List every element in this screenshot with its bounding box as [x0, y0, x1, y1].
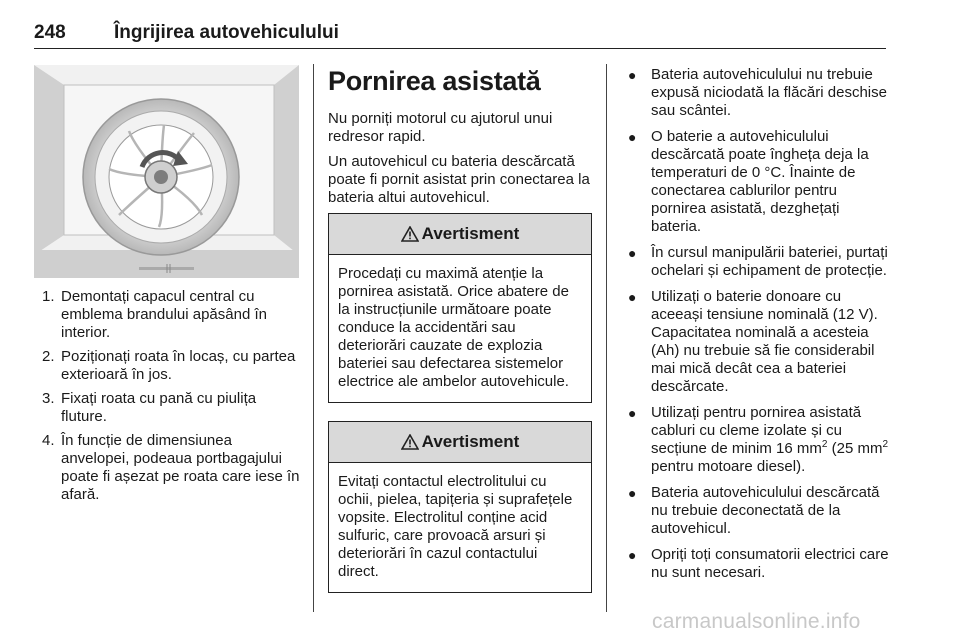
bullet-text	[651, 404, 888, 475]
list-item	[34, 288, 302, 342]
column-divider-2	[606, 64, 607, 612]
bullet-icon: ●	[628, 405, 637, 421]
step-text: Poziționați roata în locaș, cu partea exterioară în jos.	[61, 348, 296, 383]
superscript: 2	[882, 439, 889, 450]
list-item	[622, 244, 892, 280]
watermark: carmanualsonline.info	[652, 610, 861, 633]
bullet-text: O baterie a autovehiculului descărcată poate îngheța deja la temperaturi de 0 °C. Înainte de conectarea cablurilor pentru pornirea asistată, dezghețați bateria.	[651, 128, 869, 235]
list-item	[622, 484, 892, 538]
warning-box-1	[328, 213, 592, 403]
step-number: 1.	[42, 288, 55, 305]
page-number: 248	[34, 22, 66, 43]
list-item	[622, 66, 892, 120]
spare-wheel-in-trunk-well-icon	[34, 65, 299, 278]
list-item	[622, 404, 892, 476]
warning-text: Evitați contactul electrolitului cu ochii, pielea, tapițeria și suprafețele vopsite. Electrolitul conține acid sulfuric, care provoacă arsuri și deteriorări în cazul contactului direct.	[338, 473, 573, 580]
step-number: 4.	[42, 432, 55, 449]
bullet-text: Utilizați o baterie donoare cu aceeași tensiune nominală (12 V). Capacitatea nominală a acesteia (Ah) nu trebuie să fie considerabil mai mică decât cea a bateriei descărcate.	[651, 288, 878, 395]
step-text: Fixați roata cu pană cu piulița fluture.	[61, 390, 257, 425]
page-header	[34, 8, 886, 48]
bullet-text: Opriți toți consumatorii electrici care nu sunt necesari.	[651, 546, 889, 581]
cable-text-part: Utilizați pentru pornirea asistată cabluri cu cleme izolate și cu secțiune de minim 16 mm	[651, 404, 862, 457]
warning-title: Avertisment	[421, 224, 520, 243]
steps-list	[34, 288, 302, 510]
bullet-text: Bateria autovehiculului nu trebuie expusă niciodată la flăcări deschise sau scântei.	[651, 66, 887, 119]
warning-box-2	[328, 421, 592, 593]
running-title: Îngrijirea autovehiculului	[114, 22, 339, 43]
bullet-text: În cursul manipulării bateriei, purtați ochelari și echipament de protecție.	[651, 244, 888, 279]
warning-triangle-icon	[401, 226, 419, 242]
step-number: 3.	[42, 390, 55, 407]
step-text: Demontați capacul central cu emblema brandului apăsând în interior.	[61, 288, 267, 341]
warning-header	[329, 214, 591, 255]
list-item	[34, 390, 302, 426]
bullet-list	[622, 66, 892, 590]
bullet-icon: ●	[628, 129, 637, 145]
step-number: 2.	[42, 348, 55, 365]
bullet-icon: ●	[628, 245, 637, 261]
superscript: 2	[821, 439, 828, 450]
warning-text: Procedați cu maximă atenție la pornirea asistată. Orice abatere de la instrucțiunile următoare poate conduce la accidentări sau deteriorări cauzate de explozia bateriei sau defectarea sistemelor electrice ale ambelor autovehicule.	[338, 265, 569, 390]
intro-paragraph-1: Nu porniți motorul cu ajutorul unui redresor rapid.	[328, 110, 553, 145]
list-item	[622, 288, 892, 396]
warning-triangle-icon	[401, 434, 419, 450]
cable-text-part: (25 mm	[827, 440, 883, 457]
list-item	[34, 348, 302, 384]
jump-start-section	[328, 64, 592, 214]
warning-header	[329, 422, 591, 463]
section-title: Pornirea asistată	[328, 66, 541, 96]
step-text: În funcție de dimensiunea anvelopei, podeaua portbagajului poate fi așezat pe roata care iese în afară.	[61, 432, 300, 503]
bullet-icon: ●	[628, 289, 637, 305]
bullet-icon: ●	[628, 485, 637, 501]
warning-title: Avertisment	[421, 432, 520, 451]
cable-text-part: pentru motoare diesel).	[651, 458, 806, 475]
bullet-text: Bateria autovehiculului descărcată nu trebuie deconectată de la autovehicul.	[651, 484, 880, 537]
list-item	[622, 546, 892, 582]
spare-wheel-figure	[34, 65, 299, 278]
bullet-icon: ●	[628, 67, 637, 83]
header-rule	[34, 48, 886, 49]
column-divider-1	[313, 64, 314, 612]
intro-paragraph-2: Un autovehicul cu bateria descărcată poate fi pornit asistat prin conectarea la bateria altui autovehicul.	[328, 153, 590, 206]
list-item	[622, 128, 892, 236]
bullet-icon: ●	[628, 547, 637, 563]
list-item	[34, 432, 302, 504]
